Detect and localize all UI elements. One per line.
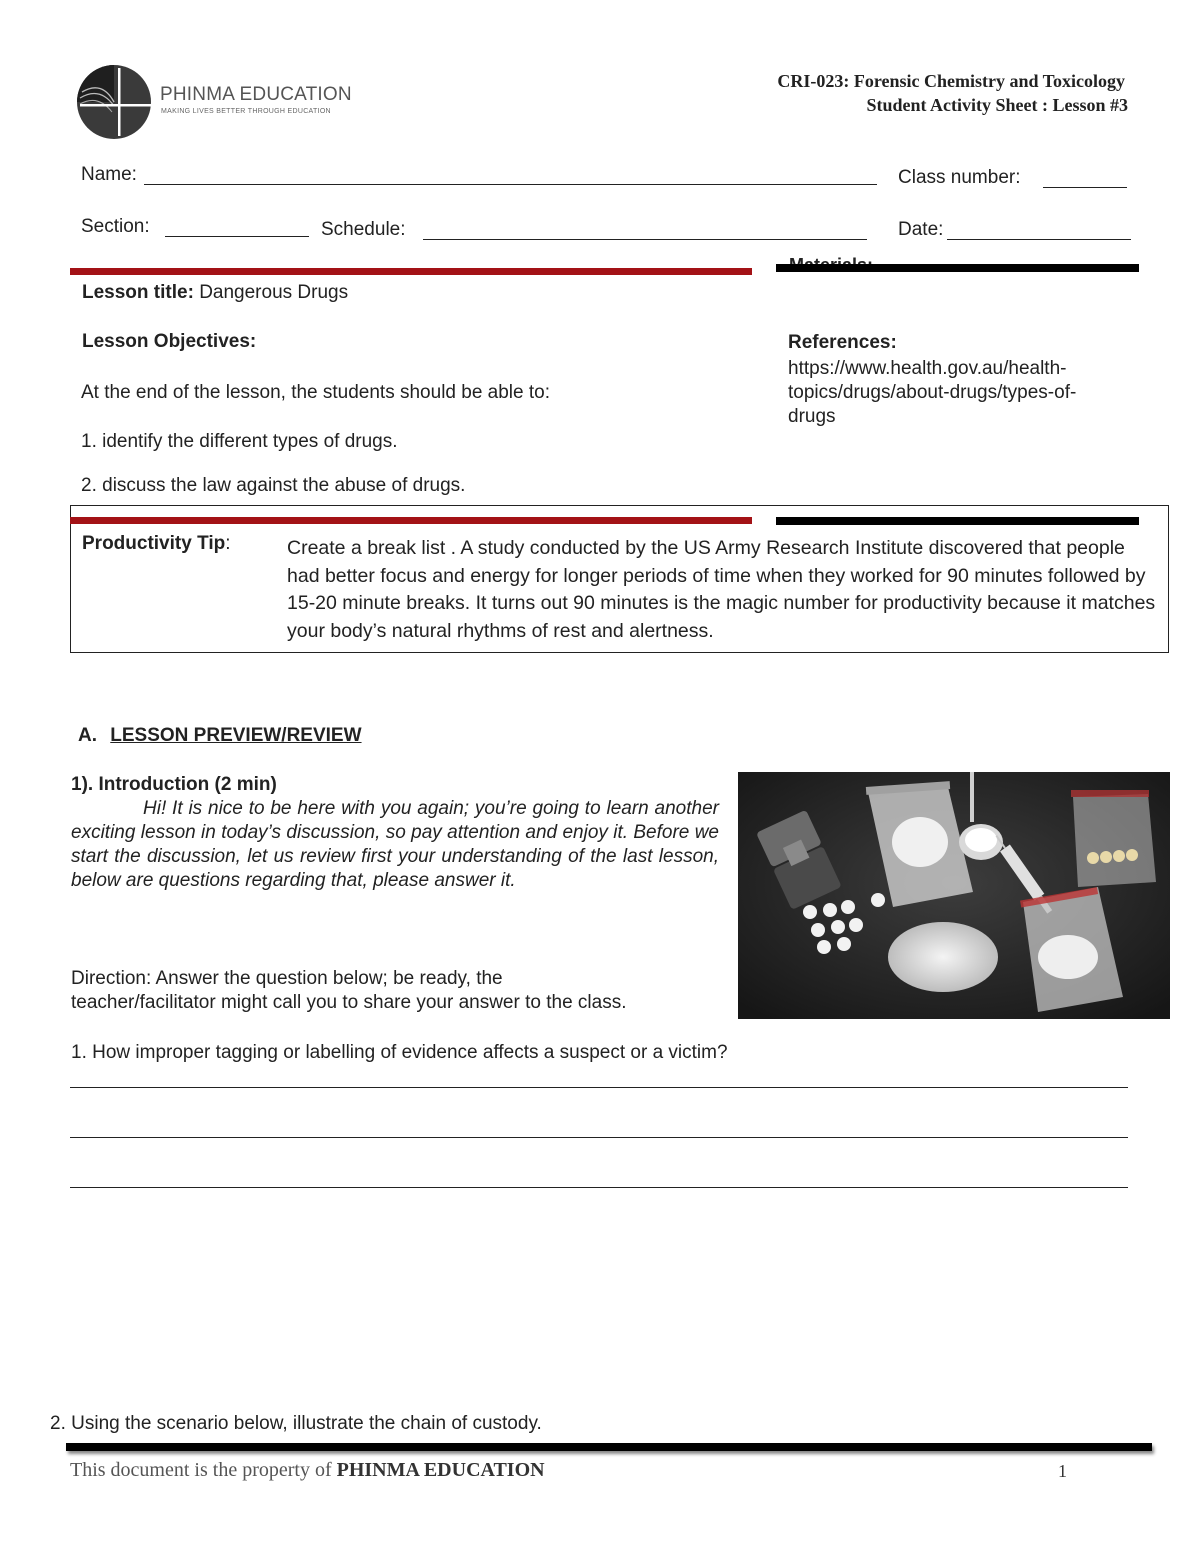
logo-name: PHINMA EDUCATION bbox=[160, 84, 352, 105]
answer-line[interactable] bbox=[70, 1086, 1128, 1088]
class-number-label: Class number: bbox=[898, 167, 1021, 188]
lesson-title-value: Dangerous Drugs bbox=[199, 282, 349, 303]
references-heading: References: bbox=[788, 332, 897, 353]
introduction-heading: 1). Introduction (2 min) bbox=[71, 774, 277, 795]
question-2: 2. Using the scenario below, illustrate the chain of custody. bbox=[50, 1413, 542, 1434]
schedule-field[interactable] bbox=[423, 238, 867, 240]
productivity-tip-label: Productivity Tip bbox=[82, 533, 226, 554]
direction-line: Direction: Answer the question below; be ready, the bbox=[71, 968, 503, 989]
phinma-globe-icon bbox=[72, 62, 162, 142]
red-divider-bar bbox=[70, 517, 752, 524]
footer-company: PHINMA EDUCATION bbox=[336, 1459, 545, 1481]
references-line: topics/drugs/about-drugs/types-of- bbox=[788, 382, 1077, 403]
direction-line: teacher/facilitator might call you to share your answer to the class. bbox=[71, 992, 627, 1013]
drugs-photo bbox=[738, 772, 1170, 1019]
objectives-heading: Lesson Objectives: bbox=[82, 331, 257, 352]
answer-line[interactable] bbox=[70, 1186, 1128, 1188]
introduction-text bbox=[71, 797, 719, 893]
footer-bar bbox=[66, 1443, 1152, 1451]
footer-text bbox=[70, 1459, 545, 1482]
references-line: https://www.health.gov.au/health- bbox=[788, 358, 1067, 379]
answer-line[interactable] bbox=[70, 1136, 1128, 1138]
objectives-intro: At the end of the lesson, the students should be able to: bbox=[81, 382, 550, 403]
page-number: 1 bbox=[1058, 1461, 1067, 1481]
references-line: drugs bbox=[788, 406, 836, 427]
footer-prefix: This document is the property of bbox=[70, 1459, 337, 1481]
name-field[interactable] bbox=[144, 183, 877, 185]
productivity-tip-colon: : bbox=[225, 533, 231, 554]
introduction-body: Hi! It is nice to be here with you again; you’re going to learn another exciting lesson in today’s discussion, so pay attention and enjoy it. Before we start the discussion, let us review first your understanding of the last lesson, below are questions regarding that, please answer it. bbox=[71, 798, 719, 891]
sheet-title: Student Activity Sheet : Lesson #3 bbox=[866, 95, 1128, 115]
lesson-title-row bbox=[82, 282, 348, 304]
drugs-photo-image bbox=[738, 772, 1170, 1019]
productivity-tip-label-row bbox=[82, 533, 231, 555]
objective-item: 1. identify the different types of drugs. bbox=[81, 431, 398, 452]
class-number-field[interactable] bbox=[1043, 186, 1127, 188]
section-a-heading bbox=[78, 725, 362, 747]
black-divider-bar bbox=[776, 517, 1139, 525]
lesson-title-label: Lesson title: bbox=[82, 282, 194, 303]
objective-item: 2. discuss the law against the abuse of drugs. bbox=[81, 475, 466, 496]
name-label: Name: bbox=[81, 164, 137, 185]
red-divider-bar bbox=[70, 268, 752, 275]
section-field[interactable] bbox=[165, 235, 309, 237]
date-field[interactable] bbox=[947, 238, 1131, 240]
question-1: 1. How improper tagging or labelling of evidence affects a suspect or a victim? bbox=[71, 1042, 728, 1063]
logo-tagline: MAKING LIVES BETTER THROUGH EDUCATION bbox=[161, 108, 331, 115]
black-divider-bar bbox=[776, 264, 1139, 272]
section-a-title: LESSON PREVIEW/REVIEW bbox=[110, 725, 362, 746]
references-link[interactable] bbox=[788, 357, 1128, 429]
productivity-tip-text: Create a break list . A study conducted by the US Army Research Institute discovered that people had better focus and energy for longer periods of time when they worked for 90 minutes followed by 15-20 minute breaks. It turns out 90 minutes is the magic number for productivity because it matches your body’s natural rhythms of rest and alertness. bbox=[287, 537, 1156, 642]
course-title: CRI-023: Forensic Chemistry and Toxicology bbox=[777, 71, 1125, 91]
section-label: Section: bbox=[81, 216, 150, 237]
section-a-letter: A. bbox=[78, 725, 97, 746]
schedule-label: Schedule: bbox=[321, 219, 406, 240]
date-label: Date: bbox=[898, 219, 944, 240]
